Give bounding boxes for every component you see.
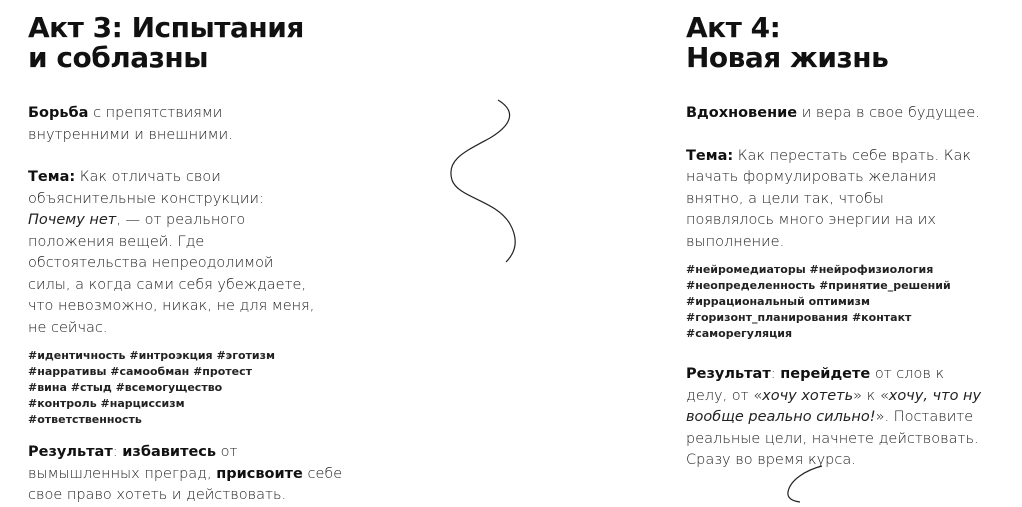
act3-tag: #протест — [193, 365, 253, 378]
act4-column — [686, 0, 1006, 472]
act4-result-text1: от слов к делу, от « — [686, 366, 945, 404]
act3-tag: #самообман — [110, 365, 190, 378]
act4-tag: #нейромедиаторы — [686, 263, 806, 276]
act4-result-label: Результат — [686, 366, 771, 382]
act4-theme — [686, 146, 976, 254]
act4-title — [686, 0, 1006, 73]
act4-theme-label: Тема: — [686, 147, 734, 164]
act3-result-bold2: присвоите — [216, 465, 303, 482]
act3-title — [28, 0, 368, 73]
act3-tag: #нарративы — [28, 365, 107, 378]
act3-theme-italic: Почему нет — [28, 212, 117, 228]
act4-result-colon: : — [770, 366, 781, 382]
act4-tags — [686, 262, 966, 342]
act3-result-colon: : — [112, 444, 123, 460]
act4-result-text3: ». Поставите реальные цели, начнете действовать. Сразу во время курса. — [686, 409, 979, 468]
act3-theme-text: Как отличать свои объяснительные конструкции: — [28, 169, 264, 207]
act3-struggle-bold: Борьба — [28, 105, 89, 121]
act4-result-italic1: хочу хотеть — [762, 387, 854, 404]
act3-theme — [28, 167, 318, 339]
act3-title-line1: Акт 3: Испытания — [28, 11, 304, 44]
act4-tag: #нейрофизиология — [809, 263, 934, 276]
act3-tag: #нарциссизм — [100, 397, 185, 410]
act3-column — [28, 0, 368, 507]
act3-result-text2: себе свое право хотеть и действовать. — [28, 465, 343, 503]
squiggle-decoration — [440, 96, 540, 266]
act3-theme-rest: , — от реального положения вещей. Где обстоятельства непреодолимой силы, а когда сами себя убеждаете, что невозможно, никак, не для меня, не сейчас. — [28, 212, 315, 336]
act3-tag: #идентичность — [28, 349, 126, 362]
act3-tag: #стыд — [70, 381, 112, 394]
act4-inspiration-bold: Вдохновение — [686, 105, 798, 121]
act4-tag: #горизонт_планирования — [686, 311, 849, 324]
act3-tag: #контроль — [28, 397, 97, 410]
act4-result — [686, 364, 986, 472]
act4-tag: #неопределенность — [686, 279, 816, 292]
act3-tag: #всемогущество — [115, 381, 223, 394]
act4-tag: #контакт — [851, 311, 912, 324]
act4-result-text2: » к « — [853, 387, 889, 404]
act4-title-line1: Акт 4: — [686, 11, 781, 44]
act4-inspiration-text: и вера в свое будущее. — [797, 105, 980, 121]
act3-tag: #эготизм — [216, 349, 275, 362]
act3-struggle — [28, 103, 258, 146]
act4-title-line2: Новая жизнь — [686, 41, 889, 74]
act4-tag: #саморегуляция — [686, 327, 793, 340]
act4-theme-text: Как перестать себе врать. Как начать формулировать желания внятно, а цели так, чтобы появлялось много энергии на их выполнение. — [686, 147, 971, 250]
act3-tags — [28, 348, 288, 428]
act3-tag: #интроэкция — [129, 349, 213, 362]
act3-result — [28, 442, 348, 507]
act3-result-label: Результат — [28, 444, 113, 460]
act3-struggle-text: с препятствиями внутренними и внешними. — [28, 105, 233, 143]
act4-tag: #иррациональный оптимизм — [686, 295, 870, 308]
act3-theme-label: Тема: — [28, 169, 76, 185]
act3-result-bold1: избавитесь — [122, 444, 217, 460]
act3-title-line2: и соблазны — [28, 41, 209, 74]
act3-result-text1: от вымышленных преград, — [28, 444, 238, 482]
act3-tag: #ответственность — [28, 413, 142, 426]
act4-tag: #принятие_решений — [819, 279, 951, 292]
act4-result-italic2: хочу, что ну вообще реально сильно! — [686, 387, 982, 425]
act3-tag: #вина — [28, 381, 67, 394]
act4-inspiration — [686, 103, 986, 125]
act4-result-bold1: перейдете — [780, 366, 871, 382]
